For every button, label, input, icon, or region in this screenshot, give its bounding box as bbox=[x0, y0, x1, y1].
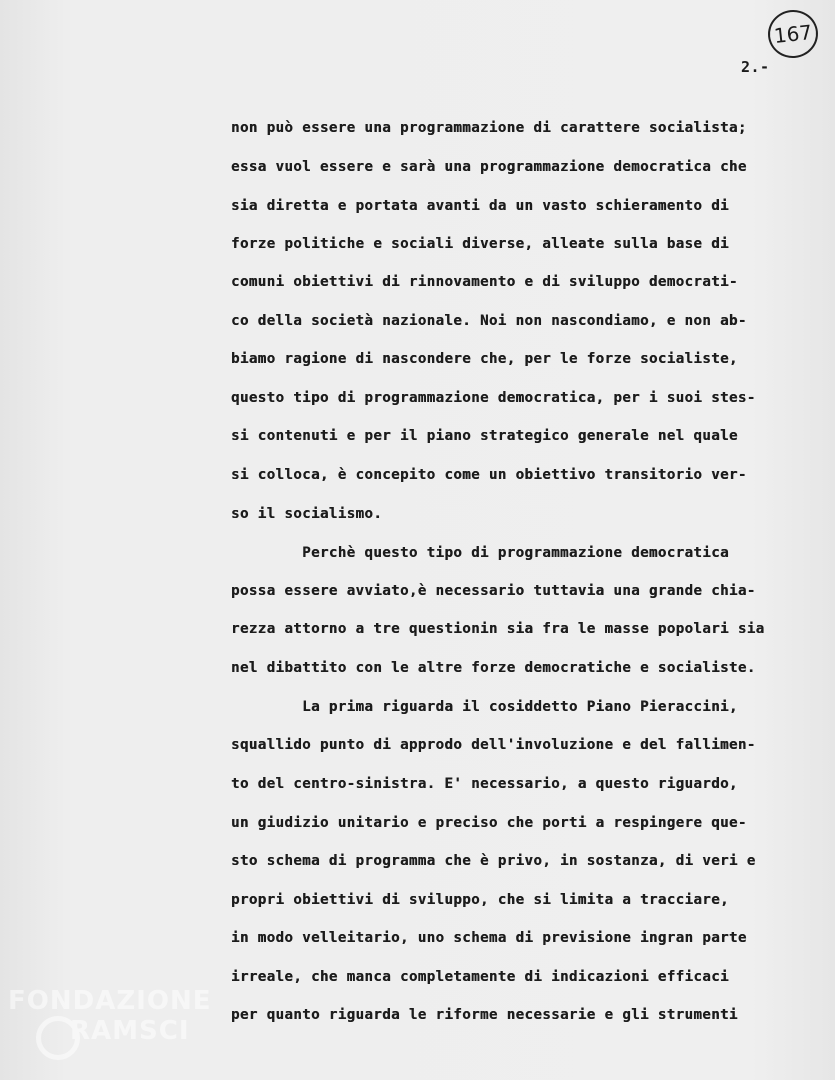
text-line: squallido punto di approdo dell'involuzione e del fallimen- bbox=[231, 737, 756, 753]
watermark-line1: FONDAZIONE bbox=[8, 986, 212, 1016]
archive-number-stamp: 167 bbox=[766, 8, 821, 61]
text-line: sto schema di programma che è privo, in sostanza, di veri e bbox=[231, 853, 756, 869]
text-line: sia diretta e portata avanti da un vasto schieramento di bbox=[231, 198, 729, 214]
text-line: propri obiettivi di sviluppo, che si limita a tracciare, bbox=[231, 892, 729, 908]
text-line: nel dibattito con le altre forze democratiche e socialiste. bbox=[231, 660, 756, 676]
text-line: biamo ragione di nascondere che, per le forze socialiste, bbox=[231, 351, 738, 367]
text-line: per quanto riguarda le riforme necessarie e gli strumenti bbox=[231, 1007, 738, 1023]
watermark-line2: RAMSCI bbox=[70, 1016, 190, 1046]
text-line: so il socialismo. bbox=[231, 506, 383, 522]
text-line: non può essere una programmazione di carattere socialista; bbox=[231, 120, 747, 136]
text-line: si contenuti e per il piano strategico generale nel quale bbox=[231, 428, 738, 444]
text-line: in modo velleitario, uno schema di previsione ingran parte bbox=[231, 930, 747, 946]
watermark bbox=[8, 986, 212, 1076]
text-line: La prima riguarda il cosiddetto Piano Pieraccini, bbox=[231, 699, 738, 715]
text-line: si colloca, è concepito come un obiettivo transitorio ver- bbox=[231, 467, 747, 483]
text-line: to del centro-sinistra. E' necessario, a questo riguardo, bbox=[231, 776, 738, 792]
text-line: un giudizio unitario e preciso che porti a respingere que- bbox=[231, 815, 747, 831]
text-line: essa vuol essere e sarà una programmazione democratica che bbox=[231, 159, 747, 175]
text-line: irreale, che manca completamente di indicazioni efficaci bbox=[231, 969, 729, 985]
page-number: 2.- bbox=[741, 58, 770, 76]
text-line: possa essere avviato,è necessario tuttavia una grande chia- bbox=[231, 583, 756, 599]
text-line: co della società nazionale. Noi non nascondiamo, e non ab- bbox=[231, 313, 747, 329]
text-line: Perchè questo tipo di programmazione democratica bbox=[231, 545, 729, 561]
text-line: rezza attorno a tre questionin sia fra le masse popolari sia bbox=[231, 621, 765, 637]
text-line: comuni obiettivi di rinnovamento e di sviluppo democrati- bbox=[231, 274, 738, 290]
text-line: questo tipo di programmazione democratica, per i suoi stes- bbox=[231, 390, 756, 406]
text-line: forze politiche e sociali diverse, alleate sulla base di bbox=[231, 236, 729, 252]
